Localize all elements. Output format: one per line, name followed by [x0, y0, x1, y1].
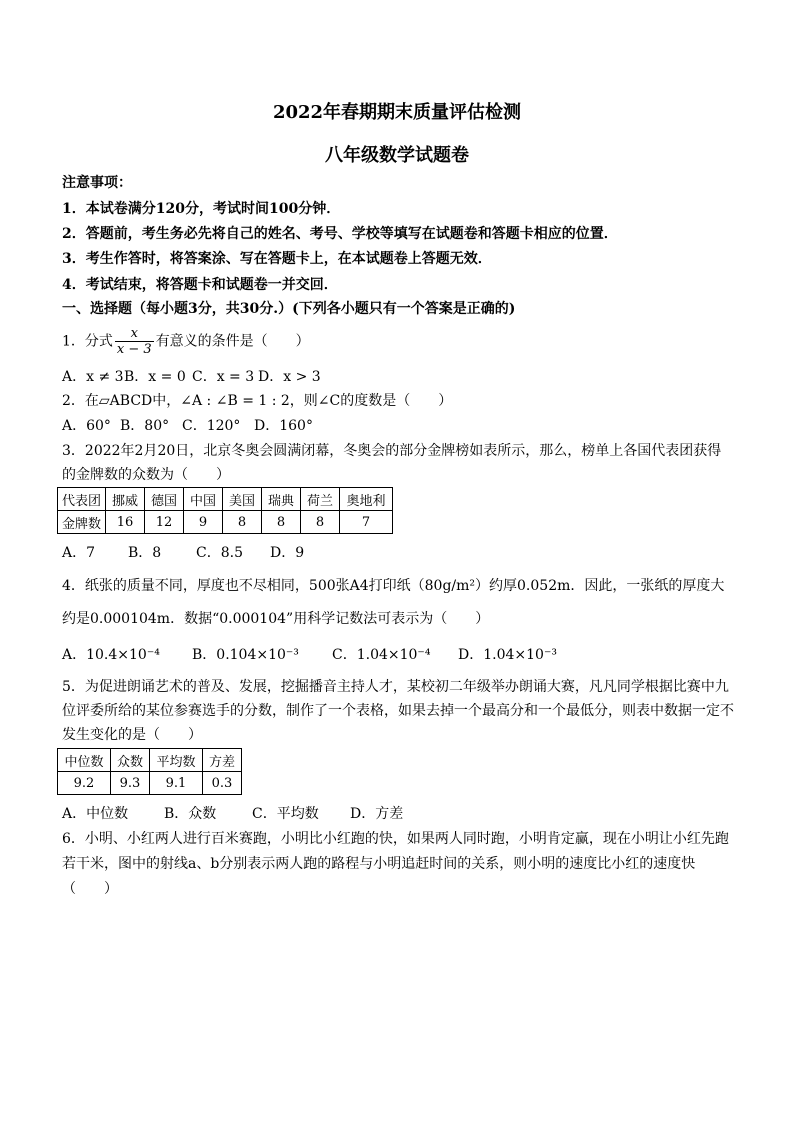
table-cell: 9 [184, 511, 223, 534]
table-cell: 方差 [203, 749, 242, 772]
option-c: C．1.04×10⁻⁴ [332, 647, 431, 663]
table-cell: 瑞典 [262, 488, 301, 511]
option-c: C．8.5 [196, 545, 243, 561]
question-2: 2．在▱ABCD中，∠A : ∠B = 1 : 2，则∠C的度数是（ ） [62, 393, 453, 409]
note-item-1: 1．本试卷满分120分，考试时间100分钟． [62, 201, 341, 217]
table-cell: 0.3 [203, 772, 242, 795]
question-4-options [62, 644, 557, 664]
table-cell: 8 [223, 511, 262, 534]
question-4-line-1: 4．纸张的质量不同，厚度也不尽相同，500张A4打印纸（80g/m²）约厚0.052m．因此，一张纸的厚度大 [62, 578, 725, 594]
note-item-3: 3．考生作答时，将答案涂、写在答题卡上，在本试题卷上答题无效． [62, 251, 492, 267]
table-row [58, 488, 393, 511]
table-cell: 代表团 [58, 488, 106, 511]
table-cell: 9.3 [111, 772, 150, 795]
question-1-prefix: 1．分式 [62, 333, 113, 350]
option-a: A．7 [62, 545, 96, 561]
table-cell: 众数 [111, 749, 150, 772]
table-cell: 平均数 [150, 749, 203, 772]
question-5-line-2: 位评委所给的某位参赛选手的分数，制作了一个表格，如果去掉一个最高分和一个最低分，则表中数据一定不 [62, 703, 734, 719]
question-6-line-2: 若干米，图中的射线a、b分别表示两人跑的路程与小明追赶时间的关系，则小明的速度比小红的速度快 [62, 856, 696, 872]
table-cell: 挪威 [106, 488, 145, 511]
question-5-line-1: 5．为促进朗诵艺术的普及、发展，挖掘播音主持人才，某校初二年级举办朗诵大赛，凡凡同学根据比赛中九 [62, 679, 729, 695]
option-a: A．x ≠ 3 [62, 369, 124, 385]
question-5-line-3: 发生变化的是（ ） [62, 727, 202, 743]
medal-table [57, 487, 393, 534]
option-b: B．众数 [164, 806, 217, 822]
question-1-options [62, 366, 321, 386]
table-cell: 美国 [223, 488, 262, 511]
table-row [58, 749, 242, 772]
table-cell: 9.1 [150, 772, 203, 795]
option-d: D．1.04×10⁻³ [458, 647, 557, 663]
section-heading-choice: 一、选择题（每小题3分，共30分.）(下列各小题只有一个答案是正确的) [62, 301, 516, 317]
table-cell: 9.2 [58, 772, 111, 795]
question-3-options [62, 542, 304, 562]
option-c: C．平均数 [252, 806, 319, 822]
question-3-line-2: 的金牌数的众数为（ ） [62, 467, 230, 483]
option-c: C．x = 3 [192, 369, 255, 385]
table-cell: 奥地利 [340, 488, 393, 511]
question-3-line-1: 3．2022年2月20日，北京冬奥会圆满闭幕，冬奥会的部分金牌榜如表所示，那么，榜单上各国代表团获得 [62, 443, 722, 459]
table-cell: 中国 [184, 488, 223, 511]
question-1-suffix: 有意义的条件是（ ） [155, 333, 310, 350]
table-cell: 12 [145, 511, 184, 534]
question-5-options [62, 803, 403, 823]
fraction-denominator: x − 3 [116, 342, 152, 357]
note-item-2: 2．答题前，考生务必先将自己的姓名、考号、学校等填写在试题卷和答题卡相应的位置． [62, 226, 618, 242]
question-1 [62, 326, 310, 357]
score-table [57, 748, 242, 795]
option-a: A．60° [62, 418, 111, 434]
option-d: D．方差 [350, 806, 404, 822]
option-b: B．x = 0 [124, 369, 186, 385]
question-6-line-1: 6．小明、小红两人进行百米赛跑，小明比小红跑的快，如果两人同时跑，小明肯定赢，现在小明让小红先跑 [62, 831, 729, 847]
question-4-line-2: 约是0.000104m．数据“0.000104”用科学记数法可表示为（ ） [62, 611, 490, 627]
option-d: D．x > 3 [258, 369, 321, 385]
table-cell: 金牌数 [58, 511, 106, 534]
notes-heading: 注意事项： [62, 175, 132, 191]
page-subtitle: 八年级数学试题卷 [325, 145, 469, 166]
option-b: B．80° [120, 418, 170, 434]
table-cell: 8 [262, 511, 301, 534]
option-d: D．9 [270, 545, 305, 561]
question-1-fraction [115, 326, 154, 357]
table-row [58, 772, 242, 795]
option-a: A．中位数 [62, 806, 129, 822]
table-cell: 荷兰 [301, 488, 340, 511]
option-c: C．120° [182, 418, 241, 434]
option-d: D．160° [254, 418, 313, 434]
table-row [58, 511, 393, 534]
fraction-numerator: x [115, 326, 154, 342]
table-cell: 8 [301, 511, 340, 534]
table-cell: 16 [106, 511, 145, 534]
table-cell: 7 [340, 511, 393, 534]
option-a: A．10.4×10⁻⁴ [62, 647, 160, 663]
table-cell: 德国 [145, 488, 184, 511]
page-title: 2022年春期期末质量评估检测 [272, 102, 522, 123]
table-cell: 中位数 [58, 749, 111, 772]
option-b: B．8 [128, 545, 162, 561]
question-6-line-3: （ ） [62, 881, 118, 897]
question-2-options [62, 415, 313, 435]
note-item-4: 4．考试结束，将答题卡和试题卷一并交回． [62, 277, 338, 293]
option-b: B．0.104×10⁻³ [192, 647, 299, 663]
